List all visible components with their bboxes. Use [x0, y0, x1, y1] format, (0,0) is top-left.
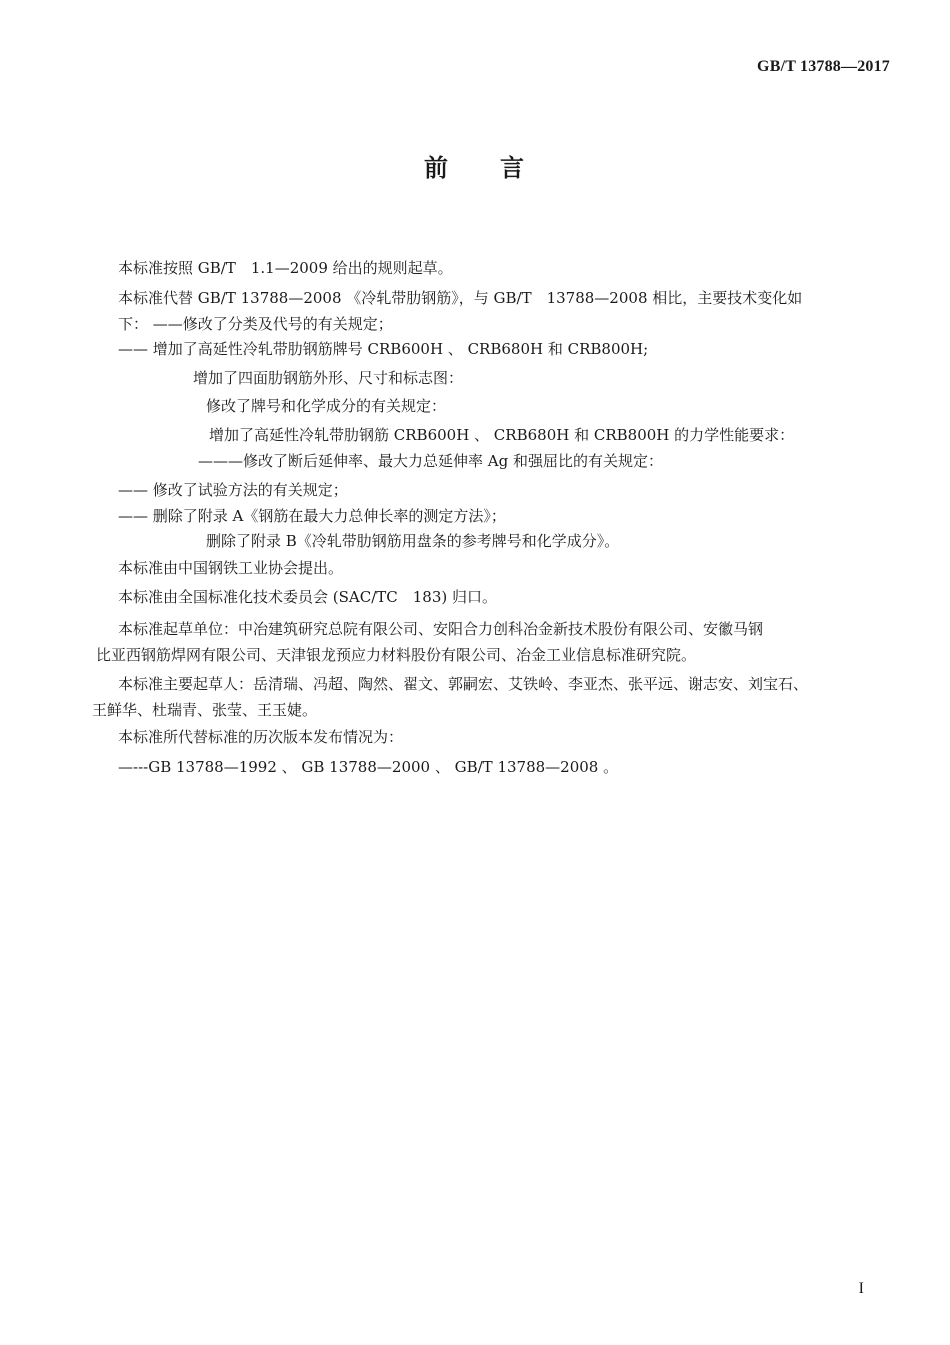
title-char-1: 前	[424, 154, 450, 182]
text-line: 本标准所代替标准的历次版本发布情况为：	[118, 728, 404, 746]
page-number: I	[858, 1280, 864, 1297]
text-line: 本标准按照 GB/T 1.1—2009 给出的规则起草。	[118, 259, 453, 277]
text-line: 本标准代替 GB/T 13788—2008 《冷轧带肋钢筋》，与 GB/T 13788—2008 相比，主要技术变化如	[118, 289, 803, 307]
text-line: 本标准由全国标准化技术委员会 (SAC/TC 183) 归口。	[118, 588, 497, 606]
list-item: —— 修改了试验方法的有关规定；	[118, 481, 348, 499]
title-char-2: 言	[500, 154, 526, 182]
text-line: 本标准主要起草人：岳清瑞、冯超、陶然、翟文、郭嗣宏、艾铁岭、李亚杰、张平远、谢志安、刘宝石、	[118, 675, 809, 693]
text-line: —---GB 13788—1992 、 GB 13788—2000 、 GB/T 13788—2008 。	[118, 758, 619, 776]
text-line: 本标准由中国钢铁工业协会提出。	[118, 559, 344, 577]
list-item: —— 删除了附录 A《钢筋在最大力总伸长率的测定方法》；	[118, 507, 506, 525]
list-item: 增加了四面肋钢筋外形、尺寸和标志图：	[193, 369, 464, 387]
list-item: —— 增加了高延性冷轧带肋钢筋牌号 CRB600H 、 CRB680H 和 CRB800H;	[118, 340, 649, 358]
list-item: 修改了牌号和化学成分的有关规定：	[206, 397, 447, 415]
list-item: 删除了附录 B《冷轧带肋钢筋用盘条的参考牌号和化学成分》。	[206, 532, 620, 550]
page-title	[0, 148, 950, 183]
text-line: 本标准起草单位：中冶建筑研究总院有限公司、安阳合力创科冶金新技术股份有限公司、安徽马钢	[118, 620, 764, 638]
text-line: 下： ——修改了分类及代号的有关规定；	[118, 315, 393, 333]
standard-code: GB/T 13788—2017	[757, 58, 890, 75]
list-item: 增加了高延性冷轧带肋钢筋 CRB600H 、 CRB680H 和 CRB800H 的力学性能要求：	[209, 426, 795, 444]
text-line: 王鲜华、杜瑞青、张莹、王玉婕。	[92, 701, 318, 719]
list-item: ———修改了断后延伸率、最大力总延伸率 Ag 和强屈比的有关规定：	[198, 452, 663, 470]
text-line: 比亚西钢筋焊网有限公司、天津银龙预应力材料股份有限公司、冶金工业信息标准研究院。	[96, 646, 697, 664]
